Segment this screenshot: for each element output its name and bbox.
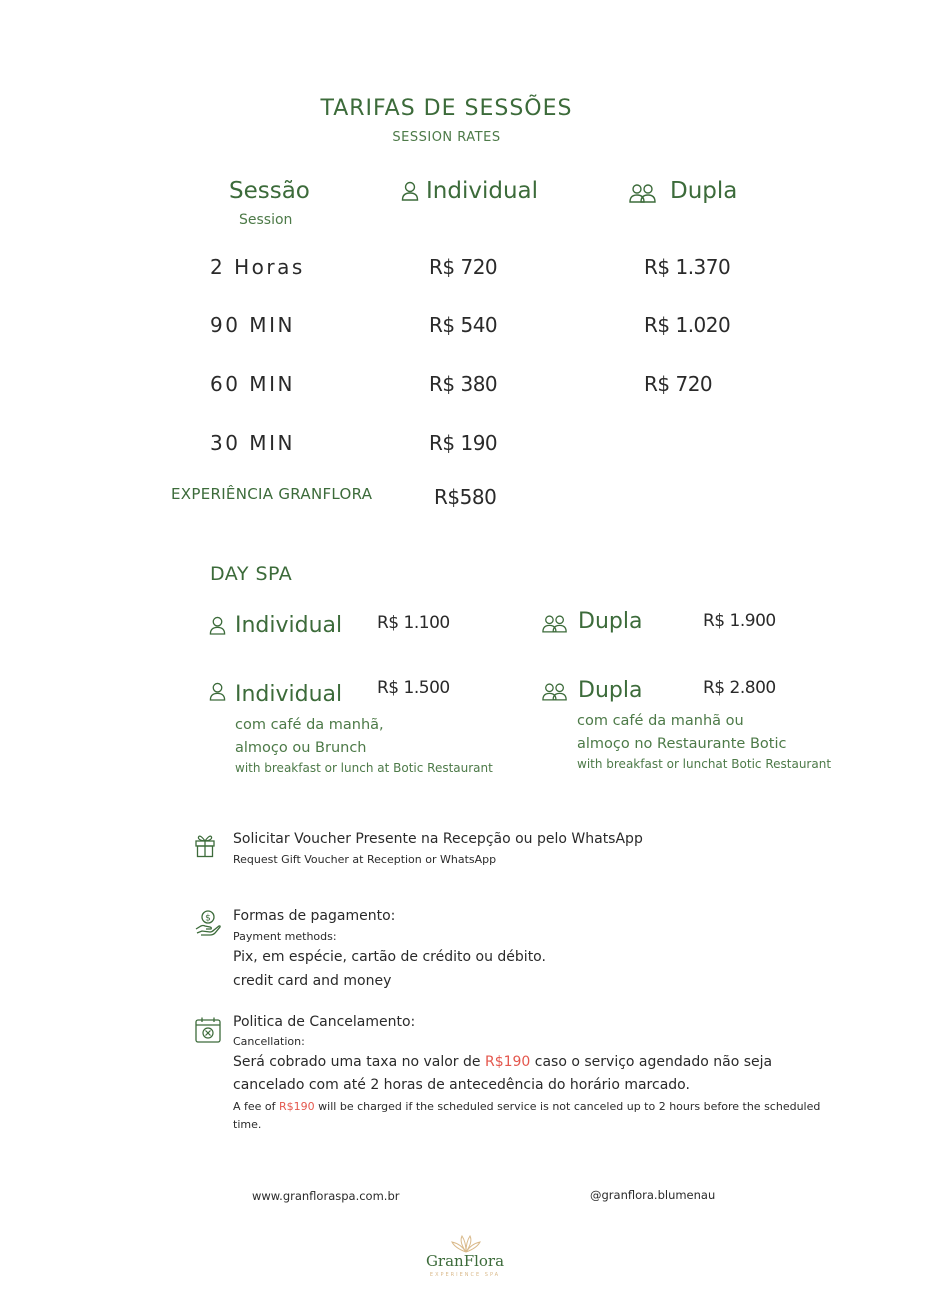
experience-label: EXPERIÊNCIA GRANFLORA [171, 485, 373, 503]
day-spa-individual-label: Individual [235, 613, 343, 638]
voucher-subtitle: Request Gift Voucher at Reception or WhatsApp [233, 853, 497, 866]
people-icon [542, 614, 568, 633]
day-spa-individual-price: R$ 1.100 [377, 613, 450, 633]
cancellation-en-line2: time. [233, 1118, 262, 1131]
day-spa-double-meal-label: Dupla [578, 678, 643, 703]
payment-title: Formas de pagamento: [233, 908, 396, 924]
page-title: TARIFAS DE SESSÕES [320, 96, 573, 121]
cancellation-subtitle: Cancellation: [233, 1035, 305, 1048]
logo-text: GranFlora [425, 1252, 505, 1270]
individual-meal-desc-en: with breakfast or lunch at Botic Restaurant [235, 761, 493, 775]
gift-icon [194, 832, 216, 858]
payment-line1: Pix, em espécie, cartão de crédito ou débito. [233, 949, 546, 965]
website-link[interactable]: www.granfloraspa.com.br [252, 1189, 400, 1203]
cancellation-en-end: will be charged if the scheduled service is not canceled up to 2 hours before the scheduled [314, 1100, 821, 1113]
payment-subtitle: Payment methods: [233, 930, 337, 943]
double-meal-desc-en: with breakfast or lunchat Botic Restaurant [577, 757, 832, 771]
payment-hand-icon [194, 909, 222, 937]
double-price: R$ 1.020 [644, 313, 731, 337]
cancellation-fee: R$190 [484, 1054, 531, 1070]
day-spa-double-price: R$ 1.900 [703, 611, 776, 631]
day-spa-double-meal-price: R$ 2.800 [703, 678, 776, 698]
person-icon [209, 616, 226, 635]
col-individual-header: Individual [426, 178, 539, 204]
day-spa-individual-meal-label: Individual [235, 682, 343, 707]
page-subtitle: SESSION RATES [392, 130, 501, 145]
double-meal-desc-line2: almoço no Restaurante Botic [577, 736, 787, 752]
double-price: R$ 720 [644, 372, 713, 396]
session-duration: 30 MIN [210, 431, 295, 455]
cancellation-en-start: A fee of [233, 1100, 280, 1113]
cancellation-en-line1 [233, 1100, 820, 1113]
cancellation-line1-end: caso o serviço agendado não seja [530, 1054, 773, 1070]
day-spa-double-label: Dupla [578, 609, 643, 634]
voucher-title: Solicitar Voucher Presente na Recepção ou pelo WhatsApp [233, 831, 643, 847]
flower-logo-icon [449, 1234, 483, 1254]
cancellation-line2: cancelado com até 2 horas de antecedência do horário marcado. [233, 1077, 690, 1093]
col-session-header: Sessão [229, 178, 310, 204]
cancellation-line1 [233, 1054, 772, 1070]
session-duration: 60 MIN [210, 372, 295, 396]
logo-tagline: EXPERIENCE SPA [429, 1272, 501, 1278]
session-duration: 2 Horas [210, 255, 305, 279]
people-icon [542, 682, 568, 701]
col-double-header: Dupla [670, 178, 738, 204]
day-spa-title: DAY SPA [210, 563, 293, 585]
person-icon [209, 682, 226, 701]
individual-price: R$ 380 [429, 372, 498, 396]
experience-price: R$580 [434, 485, 497, 509]
cancellation-en-fee: R$190 [279, 1100, 315, 1113]
payment-line2: credit card and money [233, 973, 392, 989]
col-session-subheader: Session [239, 212, 293, 228]
instagram-link[interactable]: @granflora.blumenau [590, 1188, 716, 1202]
individual-meal-desc-line2: almoço ou Brunch [235, 740, 367, 756]
individual-price: R$ 540 [429, 313, 498, 337]
session-duration: 90 MIN [210, 313, 295, 337]
day-spa-individual-meal-price: R$ 1.500 [377, 678, 450, 698]
individual-meal-desc-line1: com café da manhã, [235, 717, 384, 733]
individual-price: R$ 720 [429, 255, 498, 279]
person-icon [401, 181, 419, 201]
people-icon [629, 183, 657, 203]
calendar-cancel-icon [194, 1016, 222, 1044]
double-price: R$ 1.370 [644, 255, 731, 279]
svg-text:$: $ [205, 913, 211, 924]
double-meal-desc-line1: com café da manhã ou [577, 713, 744, 729]
cancellation-line1-start: Será cobrado uma taxa no valor de [233, 1054, 485, 1070]
individual-price: R$ 190 [429, 431, 498, 455]
cancellation-title: Politica de Cancelamento: [233, 1014, 416, 1030]
